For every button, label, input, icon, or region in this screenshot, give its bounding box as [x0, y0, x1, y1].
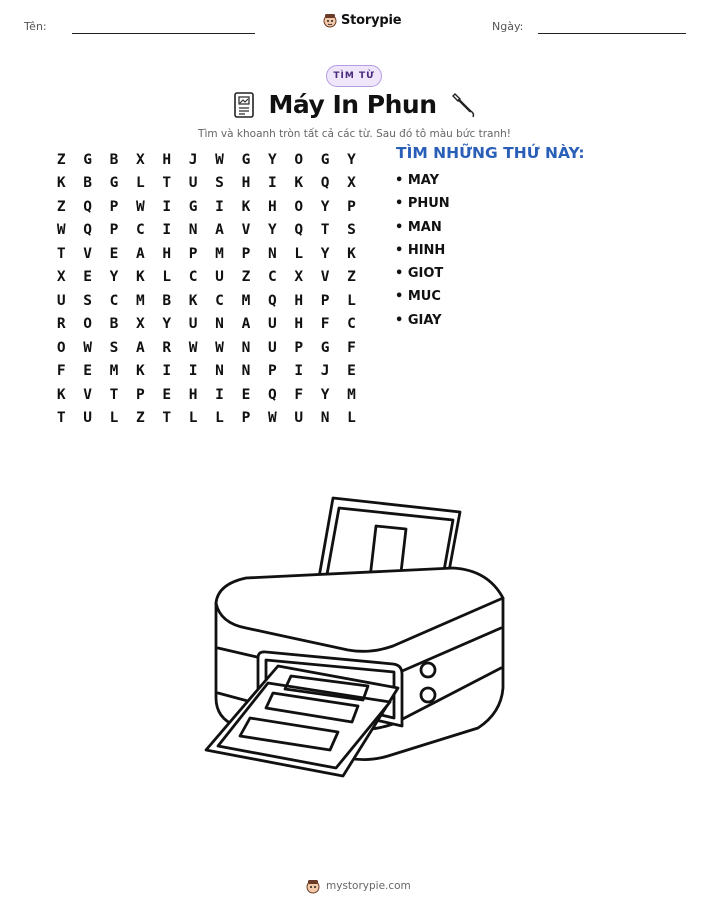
grid-cell[interactable]: Y [162, 316, 172, 333]
grid-cell[interactable]: M [347, 386, 356, 403]
grid-cell[interactable]: Z [347, 269, 356, 286]
grid-cell[interactable]: K [347, 245, 356, 262]
grid-cell[interactable]: M [241, 292, 251, 309]
grid-cell[interactable]: S [83, 292, 92, 309]
grid-cell[interactable]: P [241, 245, 251, 262]
grid-cell[interactable]: E [109, 245, 119, 262]
grid-cell[interactable]: B [162, 292, 172, 309]
grid-cell[interactable]: O [294, 198, 304, 215]
grid-cell[interactable]: I [294, 363, 304, 380]
grid-cell[interactable]: K [188, 292, 198, 309]
grid-cell[interactable]: L [188, 410, 198, 427]
grid-cell[interactable]: N [188, 222, 198, 239]
grid-cell[interactable]: K [294, 175, 304, 192]
grid-cell[interactable]: T [162, 410, 172, 427]
grid-cell[interactable]: E [83, 363, 92, 380]
grid-cell[interactable]: W [136, 198, 145, 215]
grid-cell[interactable]: T [109, 386, 119, 403]
grid-cell[interactable]: Q [267, 386, 277, 403]
grid-cell[interactable]: Y [320, 386, 330, 403]
grid-cell[interactable]: W [83, 339, 92, 356]
ink-cartridge-icon [451, 91, 477, 119]
grid-cell[interactable]: A [241, 316, 251, 333]
grid-cell[interactable]: B [83, 175, 92, 192]
grid-cell[interactable]: U [56, 292, 66, 309]
grid-cell[interactable]: P [267, 363, 277, 380]
grid-cell[interactable]: P [241, 410, 251, 427]
grid-cell[interactable]: H [188, 386, 198, 403]
grid-cell[interactable]: Q [320, 175, 330, 192]
grid-cell[interactable]: X [347, 175, 356, 192]
grid-cell[interactable]: G [109, 175, 119, 192]
grid-cell[interactable]: G [320, 151, 330, 168]
grid-cell[interactable]: J [188, 151, 198, 168]
grid-cell[interactable]: E [347, 363, 356, 380]
word-search-badge: TÌM TỪ [326, 65, 382, 87]
grid-cell[interactable]: W [215, 151, 224, 168]
grid-cell[interactable]: I [267, 175, 277, 192]
inkjet-printer-icon[interactable] [198, 488, 508, 783]
grid-cell[interactable]: L [347, 292, 356, 309]
word-list-item: • MUC [395, 289, 441, 305]
grid-cell[interactable]: Z [56, 198, 66, 215]
grid-cell[interactable]: Q [267, 292, 277, 309]
grid-cell[interactable]: I [162, 198, 172, 215]
grid-cell[interactable]: U [267, 316, 277, 333]
printer-doc-icon [233, 91, 255, 119]
grid-cell[interactable]: S [347, 222, 356, 239]
name-line[interactable] [72, 33, 255, 34]
grid-cell[interactable]: W [267, 410, 277, 427]
grid-cell[interactable]: M [215, 245, 224, 262]
grid-cell[interactable]: Z [136, 410, 145, 427]
letter-grid [48, 148, 365, 430]
grid-cell[interactable]: N [215, 316, 224, 333]
grid-cell[interactable]: L [347, 410, 356, 427]
grid-cell[interactable]: B [109, 151, 119, 168]
storypie-mascot-icon [323, 12, 337, 28]
grid-cell[interactable]: H [162, 151, 172, 168]
grid-cell[interactable]: U [188, 175, 198, 192]
grid-cell[interactable]: L [162, 269, 172, 286]
grid-cell[interactable]: U [83, 410, 92, 427]
grid-cell[interactable]: U [267, 339, 277, 356]
grid-cell[interactable]: I [162, 222, 172, 239]
grid-cell[interactable]: X [136, 151, 145, 168]
grid-cell[interactable]: K [136, 269, 145, 286]
brand-logo [323, 12, 401, 28]
grid-cell[interactable]: C [215, 292, 224, 309]
page-title: Máy In Phun [268, 90, 437, 119]
date-line[interactable] [538, 33, 686, 34]
grid-cell[interactable]: V [320, 269, 330, 286]
word-list-item: • GIAY [395, 312, 442, 328]
grid-cell[interactable]: X [56, 269, 66, 286]
grid-cell[interactable]: R [56, 316, 66, 333]
grid-cell[interactable]: G [188, 198, 198, 215]
word-list-item: • MAN [395, 219, 442, 235]
grid-cell[interactable]: Z [56, 151, 66, 168]
grid-cell[interactable]: M [136, 292, 145, 309]
grid-cell[interactable]: O [56, 339, 66, 356]
grid-cell[interactable]: I [215, 198, 224, 215]
grid-cell[interactable]: X [136, 316, 145, 333]
grid-cell[interactable]: I [162, 363, 172, 380]
grid-cell[interactable]: L [109, 410, 119, 427]
grid-cell[interactable]: C [188, 269, 198, 286]
grid-cell[interactable]: U [215, 269, 224, 286]
grid-cell[interactable]: P [109, 222, 119, 239]
grid-cell[interactable]: P [109, 198, 119, 215]
grid-cell[interactable]: Y [320, 198, 330, 215]
grid-cell[interactable]: Q [294, 222, 304, 239]
grid-cell[interactable]: G [241, 151, 251, 168]
grid-cell[interactable]: K [241, 198, 251, 215]
grid-cell[interactable]: Y [267, 151, 277, 168]
word-list [395, 171, 450, 334]
grid-cell[interactable]: E [241, 386, 251, 403]
grid-cell[interactable]: C [347, 316, 356, 333]
grid-cell[interactable]: E [83, 269, 92, 286]
word-list-item: • GIOT [395, 266, 444, 282]
grid-cell[interactable]: N [241, 339, 251, 356]
grid-cell[interactable]: Y [347, 151, 356, 168]
grid-cell[interactable]: B [109, 316, 119, 333]
grid-cell[interactable]: Y [267, 222, 277, 239]
grid-cell[interactable]: P [136, 386, 145, 403]
grid-cell[interactable]: H [162, 245, 172, 262]
grid-cell[interactable]: Q [83, 222, 92, 239]
grid-cell[interactable]: O [83, 316, 92, 333]
grid-cell[interactable]: W [56, 222, 66, 239]
storypie-footer-icon [306, 878, 320, 894]
grid-cell[interactable]: W [215, 339, 224, 356]
grid-cell[interactable]: A [215, 222, 224, 239]
grid-cell[interactable]: T [56, 410, 66, 427]
grid-cell[interactable]: N [267, 245, 277, 262]
grid-cell[interactable]: N [215, 363, 224, 380]
name-label: Tên: [24, 20, 47, 33]
grid-cell[interactable]: P [294, 339, 304, 356]
website-link[interactable]: mystorypie.com [326, 880, 411, 892]
instructions: Tìm và khoanh tròn tất cả các từ. Sau đó tô màu bức tranh! [198, 128, 511, 140]
grid-cell[interactable]: P [347, 198, 356, 215]
grid-cell[interactable]: Y [320, 245, 330, 262]
grid-cell[interactable]: F [56, 363, 66, 380]
date-label: Ngày: [492, 20, 524, 33]
grid-cell[interactable]: E [162, 386, 172, 403]
grid-cell[interactable]: A [136, 339, 145, 356]
grid-cell[interactable]: W [188, 339, 198, 356]
grid-cell[interactable]: P [188, 245, 198, 262]
grid-cell[interactable]: K [56, 386, 66, 403]
grid-cell[interactable]: U [294, 410, 304, 427]
grid-cell[interactable]: Z [241, 269, 251, 286]
footer [306, 878, 411, 894]
grid-cell[interactable]: T [320, 222, 330, 239]
grid-cell[interactable]: L [215, 410, 224, 427]
grid-cell[interactable]: M [109, 363, 119, 380]
grid-cell[interactable]: K [56, 175, 66, 192]
grid-cell[interactable]: U [188, 316, 198, 333]
grid-cell[interactable]: I [215, 386, 224, 403]
grid-cell[interactable]: F [294, 386, 304, 403]
grid-cell[interactable]: J [320, 363, 330, 380]
grid-cell[interactable]: F [320, 316, 330, 333]
grid-cell[interactable]: H [294, 316, 304, 333]
grid-cell[interactable]: C [267, 269, 277, 286]
word-list-heading: TÌM NHỮNG THỨ NÀY: [396, 144, 585, 162]
grid-cell[interactable]: F [347, 339, 356, 356]
grid-cell[interactable]: Q [83, 198, 92, 215]
title-row [0, 90, 709, 119]
grid-cell[interactable]: G [83, 151, 92, 168]
grid-cell[interactable]: T [56, 245, 66, 262]
grid-cell[interactable]: V [83, 386, 92, 403]
grid-cell[interactable]: X [294, 269, 304, 286]
grid-cell[interactable]: Y [109, 269, 119, 286]
grid-cell[interactable]: L [136, 175, 145, 192]
grid-cell[interactable]: L [294, 245, 304, 262]
grid-cell[interactable]: V [241, 222, 251, 239]
grid-cell[interactable]: S [215, 175, 224, 192]
grid-cell[interactable]: S [109, 339, 119, 356]
grid-cell[interactable]: O [294, 151, 304, 168]
grid-cell[interactable]: C [136, 222, 145, 239]
word-list-item: • HINH [395, 242, 446, 258]
grid-cell[interactable]: N [320, 410, 330, 427]
grid-cell[interactable]: K [136, 363, 145, 380]
grid-cell[interactable]: A [136, 245, 145, 262]
grid-cell[interactable]: H [241, 175, 251, 192]
word-list-item: • MAY [395, 173, 440, 188]
grid-cell[interactable]: N [241, 363, 251, 380]
grid-cell[interactable]: R [162, 339, 172, 356]
grid-cell[interactable]: G [320, 339, 330, 356]
grid-cell[interactable]: H [267, 198, 277, 215]
word-list-item: • PHUN [395, 196, 450, 212]
grid-cell[interactable]: I [188, 363, 198, 380]
brand-name: Storypie [341, 12, 402, 28]
grid-cell[interactable]: P [320, 292, 330, 309]
grid-cell[interactable]: T [162, 175, 172, 192]
grid-cell[interactable]: H [294, 292, 304, 309]
grid-cell[interactable]: C [109, 292, 119, 309]
grid-cell[interactable]: V [83, 245, 92, 262]
